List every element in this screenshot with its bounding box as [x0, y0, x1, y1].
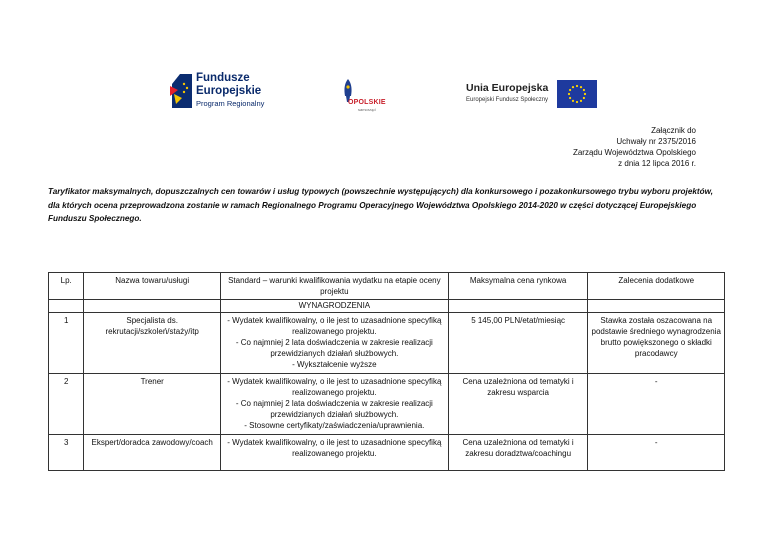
annex-line: Uchwały nr 2375/2016: [616, 137, 696, 146]
row-price: Cena uzależniona od tematyki i zakresu wsparcia: [448, 373, 588, 434]
standard-line: - Wydatek kwalifikowalny, o ile jest to uzasadnione specyfiką realizowanego projektu.: [227, 437, 442, 458]
table-row: [49, 312, 725, 373]
row-name: Ekspert/doradca zawodowy/coach: [84, 434, 220, 470]
standard-line: - Co najmniej 2 lata doświadczenia w zakresie realizacji przewidzianych działań służbowych.: [235, 399, 433, 420]
header-standard: Standard – warunki kwalifikowania wydatku na etapie oceny projektu: [220, 273, 448, 300]
fundusze-title: Fundusze Europejskie: [196, 72, 262, 97]
row-lp: 3: [49, 434, 84, 470]
fundusze-europejskie-logo: [168, 68, 278, 114]
eu-title: Unia Europejska: [466, 82, 549, 94]
document-title: Taryfikator maksymalnych, dopuszczalnych cen towarów i usług typowych (powszechnie występujących) dla konkursowego i pozakonkursowego trybu wyboru projektów, dla których ocena przeprowadzona zostanie w ramach Regionalnego Programu Operacyjnego Województwa Opolskiego 2014-2020 w części dotyczącej Europejskiego Funduszu Społecznego.: [48, 187, 713, 223]
standard-line: - Wykształcenie wyższe: [292, 360, 377, 370]
row-standard: [220, 373, 448, 434]
header-name: Nazwa towaru/usługi: [84, 273, 220, 300]
table-row: [49, 434, 725, 470]
annex-line: z dnia 12 lipca 2016 r.: [618, 159, 696, 168]
tariff-table: [48, 272, 725, 471]
eu-subtitle: Europejski Fundusz Społeczny: [466, 97, 549, 103]
standard-line: - Wydatek kwalifikowalny, o ile jest to uzasadnione specyfiką realizowanego projektu.: [227, 376, 442, 397]
opolskie-text: OPOLSKIE: [348, 99, 386, 106]
row-lp: 2: [49, 373, 84, 434]
row-lp: 1: [49, 312, 84, 373]
fundusze-subtitle: Program Regionalny: [196, 99, 265, 108]
table-row: [49, 373, 725, 434]
standard-line: - Stosowne certyfikaty/zaświadczenia/uprawnienia.: [244, 421, 425, 431]
row-price: 5 145,00 PLN/etat/miesiąc: [448, 312, 588, 373]
annex-reference: [573, 125, 696, 169]
annex-line: Zarządu Województwa Opolskiego: [572, 148, 696, 157]
standard-line: - Wydatek kwalifikowalny, o ile jest to uzasadnione specyfiką realizowanego projektu.: [227, 315, 442, 336]
section-title: WYNAGRODZENIA: [220, 300, 448, 312]
eu-flag-icon: [557, 80, 597, 108]
row-standard: [220, 312, 448, 373]
row-recommendations: -: [588, 434, 725, 470]
section-row: [49, 300, 725, 312]
row-standard: [220, 434, 448, 470]
row-recommendations: -: [588, 373, 725, 434]
annex-line: Załącznik do: [651, 126, 696, 135]
row-name: Trener: [84, 373, 220, 434]
fundusze-europejskie-mark-icon: [168, 68, 194, 108]
row-name: Specjalista ds. rekrutacji/szkoleń/staży/itp: [84, 312, 220, 373]
row-price: Cena uzależniona od tematyki i zakresu doradztwa/coachingu: [448, 434, 588, 470]
row-recommendations: Stawka została oszacowana na podstawie średniego wynagrodzenia brutto powiększonego o składki pracodawcy: [588, 312, 725, 373]
standard-line: - Co najmniej 2 lata doświadczenia w zakresie realizacji przewidzianych działań służbowych.: [235, 338, 433, 359]
header-recommendations: Zalecenia dodatkowe: [588, 273, 725, 300]
table-header-row: [49, 273, 725, 300]
opolskie-subtext: samorząd: [358, 107, 376, 112]
opolskie-logo: [338, 78, 388, 118]
header-lp: Lp.: [49, 273, 84, 300]
header-price: Maksymalna cena rynkowa: [448, 273, 588, 300]
